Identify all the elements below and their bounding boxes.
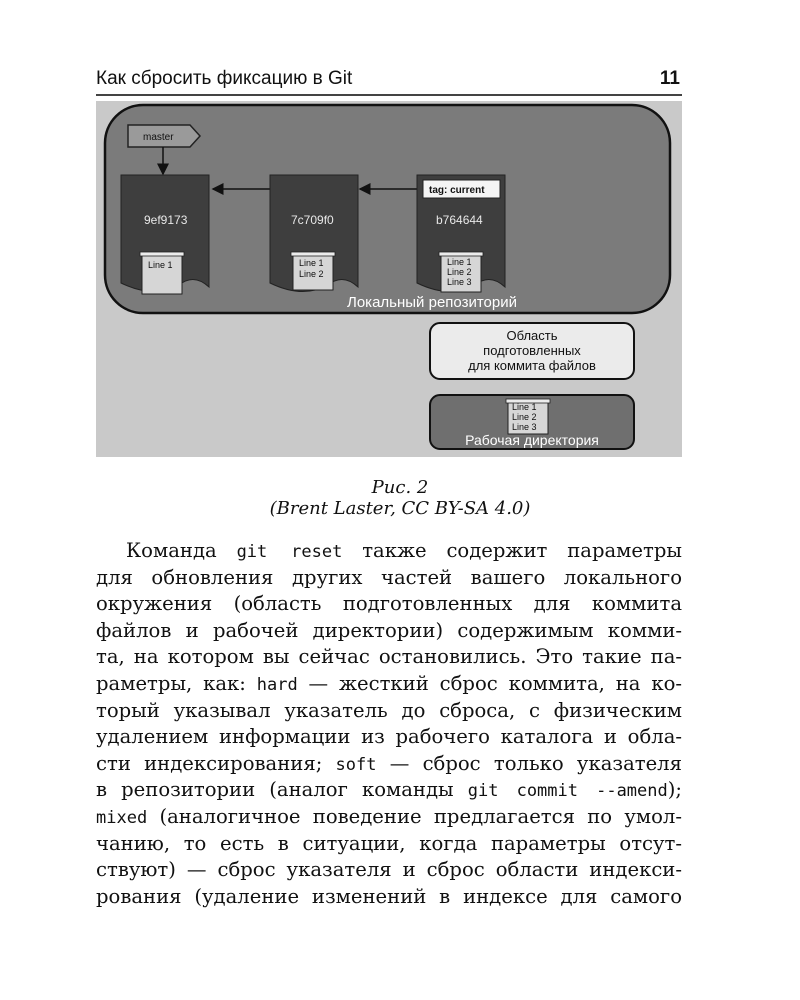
text-run: раметры, как: (96, 671, 257, 695)
tag-label: tag: current (429, 185, 485, 196)
staging-label-line: для коммита файлов (468, 358, 596, 373)
file-line: Line 2 (447, 267, 472, 277)
text-run: также содержит параметры (342, 539, 682, 562)
git-reset-figure (96, 101, 682, 457)
text-run: — жесткий сброс коммита, на ко- (297, 671, 682, 695)
text-line: рования (удаление изменений в индексе для самого (96, 884, 682, 908)
file-line: Line 3 (512, 422, 537, 432)
chapter-title: Как сбросить фиксацию в Git (96, 68, 353, 89)
body-paragraph (96, 538, 682, 910)
text-line: окружения (область подготовленных для коммита (96, 592, 682, 616)
text-line: для обновления других частей вашего локального (96, 565, 682, 589)
inline-code: soft (335, 754, 377, 775)
text-run: — сброс только указателя (376, 751, 682, 775)
staging-label-line: Область (506, 328, 558, 343)
file-note-roll (140, 252, 184, 256)
figure-diagram (96, 101, 682, 457)
text-line: файлов и рабочей директории) содержимым комми- (96, 618, 682, 642)
inline-code: git reset (236, 542, 343, 562)
working-dir-label: Рабочая директория (465, 432, 599, 448)
commit-hash: 9ef9173 (144, 213, 188, 227)
running-header (96, 62, 682, 92)
figure-caption-number: Рис. 2 (371, 477, 429, 498)
text-line (96, 538, 682, 565)
figure-caption-credit: (Brent Laster, CC BY-SA 4.0) (269, 498, 531, 519)
file-line: Line 2 (299, 269, 324, 279)
commit-hash: 7c709f0 (291, 213, 334, 227)
text-line (96, 777, 682, 804)
text-line (96, 671, 682, 698)
staging-label-line: подготовленных (483, 343, 581, 358)
text-line (96, 804, 682, 831)
file-line: Line 2 (512, 412, 537, 422)
text-line (96, 751, 682, 778)
inline-code: hard (256, 674, 298, 695)
file-line: Line 1 (148, 260, 173, 270)
text-line: чанию, то есть в ситуации, когда параметры отсут- (96, 831, 682, 855)
commit-hash: b764644 (436, 213, 483, 227)
text-run: Команда (126, 539, 237, 562)
file-line: Line 1 (299, 258, 324, 268)
file-line: Line 3 (447, 277, 472, 287)
file-note-roll (291, 252, 335, 256)
file-line: Line 1 (447, 257, 472, 267)
local-repo-label: Локальный репозиторий (347, 294, 517, 311)
text-run: (аналогичное поведение предлагается по умол- (147, 804, 682, 828)
text-run: сти индексирования; (96, 751, 336, 775)
inline-code: git commit --amend (467, 781, 668, 802)
master-label: master (143, 132, 174, 143)
text-line: торый указывал указатель до сброса, с физическим (96, 698, 682, 722)
file-line: Line 1 (512, 402, 537, 412)
text-line: та, на котором вы сейчас остановились. Это такие па- (96, 645, 682, 669)
file-note-roll (439, 252, 483, 256)
inline-code: mixed (96, 807, 148, 828)
text-run: в репозитории (аналог команды (96, 778, 468, 802)
text-run: ); (667, 778, 682, 802)
header-rule (96, 94, 682, 96)
text-line: удалением информации из рабочего каталога и обла- (96, 725, 682, 749)
page-number: 11 (659, 68, 680, 89)
text-line: ствуют) — сброс указателя и сброс области индекси- (96, 858, 682, 882)
